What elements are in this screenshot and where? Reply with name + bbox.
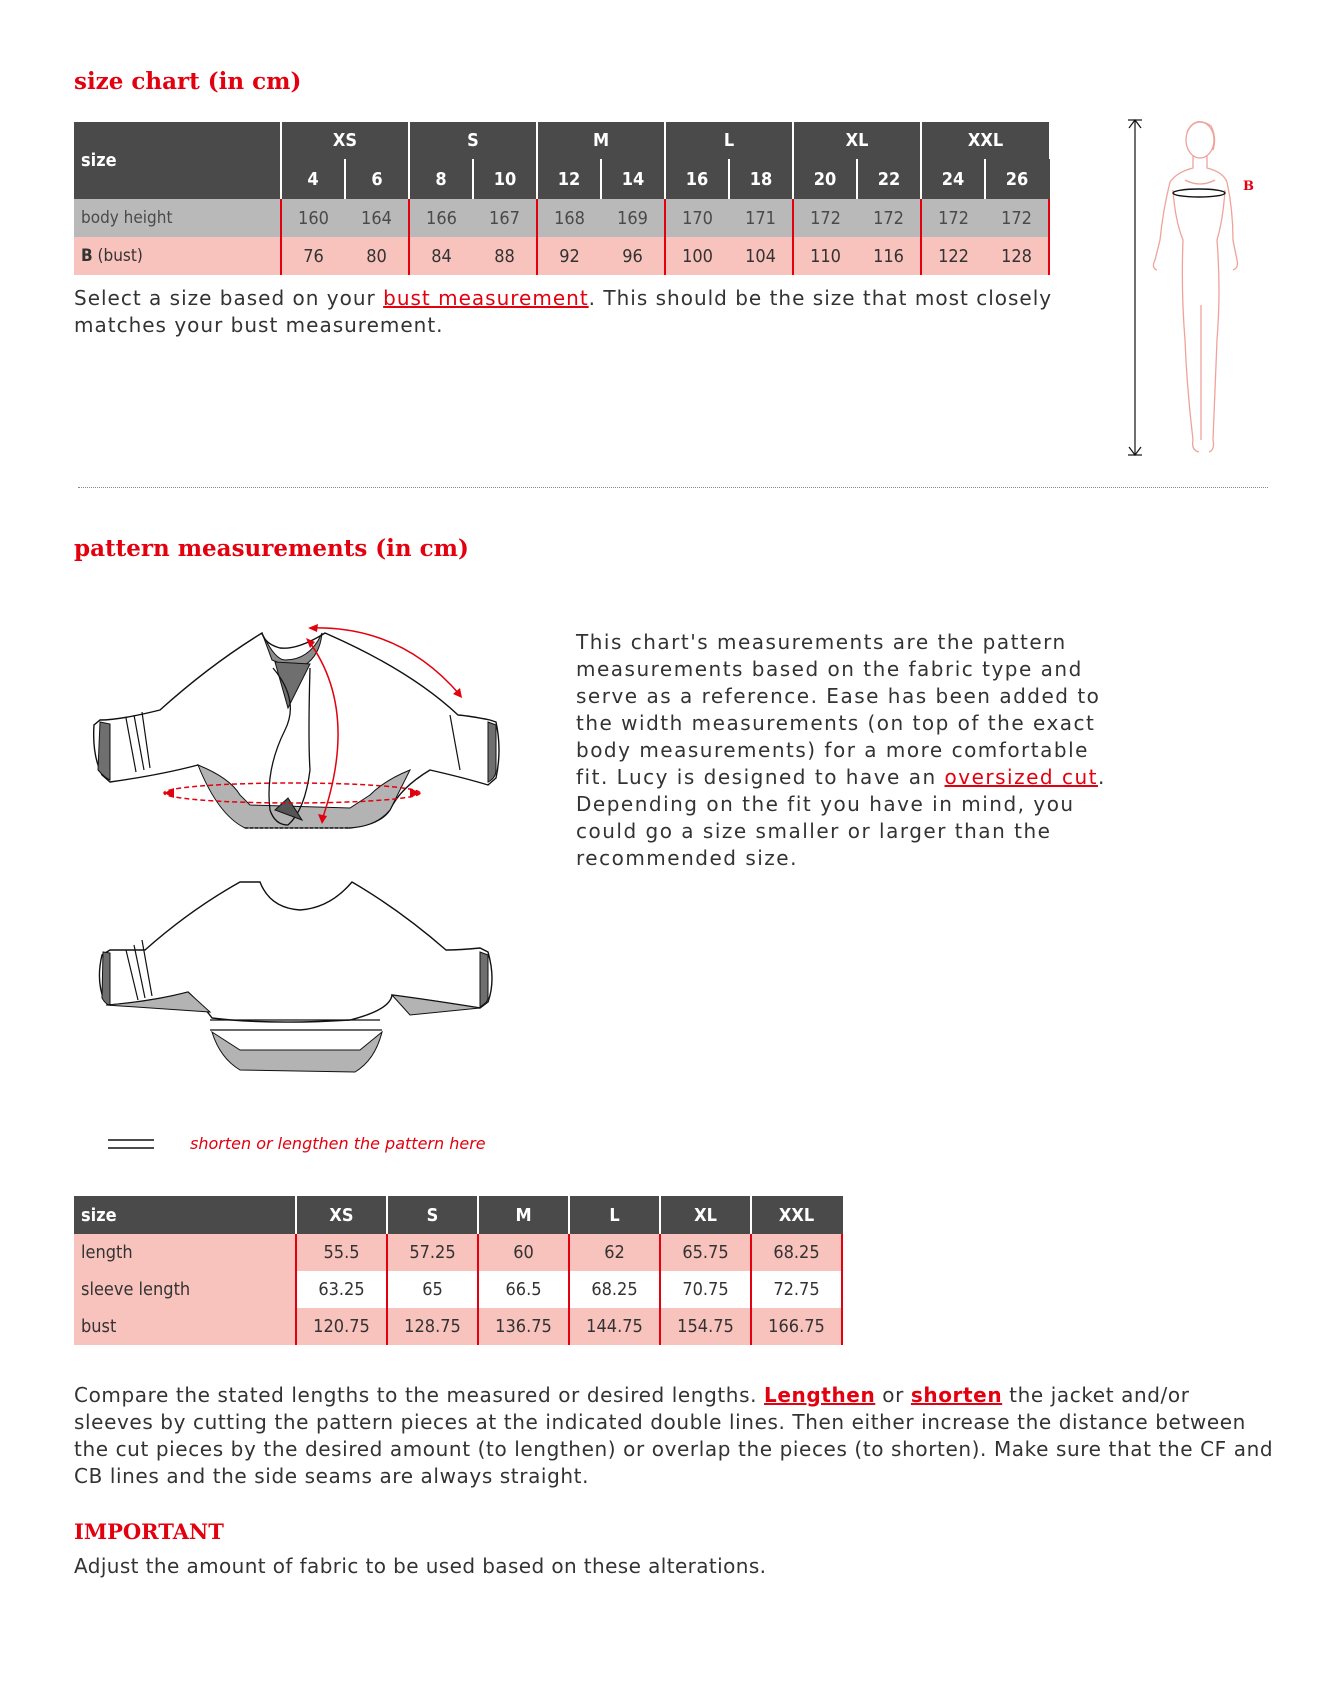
- sleeve-length-cell: 63.25: [296, 1271, 387, 1308]
- shorten-link[interactable]: shorten: [910, 1383, 1003, 1407]
- size-chart-table: [74, 122, 1050, 275]
- size-num: 14: [601, 159, 665, 199]
- bust-cell: 154.75: [660, 1308, 751, 1345]
- legend-text: shorten or lengthen the pattern here: [190, 1134, 486, 1153]
- size-header: size: [74, 122, 281, 199]
- body-height-cell: 172: [857, 199, 921, 237]
- size-num: 26: [985, 159, 1049, 199]
- sleeve-length-cell: 70.75: [660, 1271, 751, 1308]
- body-height-cell: 169: [601, 199, 665, 237]
- bust-cell: 80: [345, 237, 409, 275]
- body-height-cell: 160: [281, 199, 345, 237]
- body-figure: [1115, 110, 1265, 460]
- body-height-cell: 170: [665, 199, 729, 237]
- body-height-cell: 171: [729, 199, 793, 237]
- bust-cell: 84: [409, 237, 473, 275]
- sleeve-length-cell: 66.5: [478, 1271, 569, 1308]
- body-height-cell: 172: [793, 199, 857, 237]
- pattern-size-s: S: [387, 1196, 478, 1234]
- row-label-length: length: [74, 1234, 296, 1271]
- pattern-size-header: size: [74, 1196, 296, 1234]
- row-label-bust: bust: [74, 1308, 296, 1345]
- size-num: 10: [473, 159, 537, 199]
- size-chart-title: size chart (in cm): [74, 68, 302, 95]
- group-s: S: [409, 122, 537, 159]
- bust-cell: 92: [537, 237, 601, 275]
- group-xl: XL: [793, 122, 921, 159]
- size-num: 22: [857, 159, 921, 199]
- bust-cell: 88: [473, 237, 537, 275]
- lengthen-link[interactable]: Lengthen: [764, 1383, 876, 1407]
- oversized-cut-link[interactable]: oversized cut: [944, 765, 1098, 789]
- bust-cell: 96: [601, 237, 665, 275]
- section-divider: [78, 487, 1268, 488]
- compare-pre: Compare the stated lengths to the measured or desired lengths.: [74, 1383, 765, 1407]
- sleeve-length-cell: 68.25: [569, 1271, 660, 1308]
- size-num: 16: [665, 159, 729, 199]
- bust-cell: 144.75: [569, 1308, 660, 1345]
- sleeve-length-cell: 65: [387, 1271, 478, 1308]
- bust-measurement-link[interactable]: bust measurement: [383, 286, 589, 310]
- size-num: 12: [537, 159, 601, 199]
- bust-cell: 116: [857, 237, 921, 275]
- bust-cell: 122: [921, 237, 985, 275]
- pattern-size-xl: XL: [660, 1196, 751, 1234]
- body-height-cell: 166: [409, 199, 473, 237]
- pattern-description: [576, 629, 1116, 872]
- group-xs: XS: [281, 122, 409, 159]
- bust-letter: B: [81, 246, 93, 266]
- pattern-size-xxl: XXL: [751, 1196, 842, 1234]
- group-xxl: XXL: [921, 122, 1049, 159]
- size-note: [74, 285, 1064, 339]
- length-cell: 65.75: [660, 1234, 751, 1271]
- size-num: 6: [345, 159, 409, 199]
- bust-cell: 166.75: [751, 1308, 842, 1345]
- bust-cell: 128: [985, 237, 1049, 275]
- length-cell: 60: [478, 1234, 569, 1271]
- size-num: 20: [793, 159, 857, 199]
- body-height-cell: 164: [345, 199, 409, 237]
- pattern-size-l: L: [569, 1196, 660, 1234]
- group-m: M: [537, 122, 665, 159]
- desc-pre: This chart's measurements are the pattern measurements based on the fabric type and serve as a reference. Ease has been added to the width measurements (on top of the exact body measurements) for a more comfortable fit. Lucy is designed to have an: [576, 630, 1101, 789]
- bust-cell: 104: [729, 237, 793, 275]
- length-cell: 62: [569, 1234, 660, 1271]
- compare-mid: or: [875, 1383, 911, 1407]
- size-note-post: . This should be the size that most closely matches your bust measurement.: [74, 286, 1053, 337]
- bust-cell: 128.75: [387, 1308, 478, 1345]
- pattern-title: pattern measurements (in cm): [74, 535, 469, 562]
- garment-illustration: [70, 620, 540, 1160]
- sleeve-length-cell: 72.75: [751, 1271, 842, 1308]
- size-num: 8: [409, 159, 473, 199]
- size-num: 24: [921, 159, 985, 199]
- bust-cell: 110: [793, 237, 857, 275]
- bust-cell: 120.75: [296, 1308, 387, 1345]
- size-num: 18: [729, 159, 793, 199]
- body-height-cell: 168: [537, 199, 601, 237]
- size-num: 4: [281, 159, 345, 199]
- desc-post: . Depending on the fit you have in mind, you could go a size smaller or larger than the recommended size.: [576, 765, 1106, 870]
- bust-cell: 136.75: [478, 1308, 569, 1345]
- figure-bust-label: B: [1243, 179, 1254, 194]
- length-cell: 57.25: [387, 1234, 478, 1271]
- row-label-bust: [74, 237, 281, 275]
- pattern-size-m: M: [478, 1196, 569, 1234]
- row-label-sleeve-length: sleeve length: [74, 1271, 296, 1308]
- important-text: Adjust the amount of fabric to be used based on these alterations.: [74, 1554, 767, 1578]
- compare-paragraph: [74, 1382, 1274, 1490]
- size-note-pre: Select a size based on your: [74, 286, 384, 310]
- length-cell: 55.5: [296, 1234, 387, 1271]
- length-cell: 68.25: [751, 1234, 842, 1271]
- row-label-body-height: body height: [74, 199, 281, 237]
- pattern-size-xs: XS: [296, 1196, 387, 1234]
- compare-post: the jacket and/or sleeves by cutting the pattern pieces at the indicated double lines. Then either increase the distance between the cut pieces by the desired amount (to lengthen) or overlap the pieces (to shorten). Make sure that the CF and CB lines and the side seams are always straight.: [74, 1383, 1274, 1488]
- pattern-table: [74, 1196, 843, 1345]
- body-height-cell: 167: [473, 199, 537, 237]
- body-height-cell: 172: [921, 199, 985, 237]
- bust-cell: 100: [665, 237, 729, 275]
- bust-cell: 76: [281, 237, 345, 275]
- body-height-cell: 172: [985, 199, 1049, 237]
- important-title: IMPORTANT: [74, 1519, 224, 1544]
- group-l: L: [665, 122, 793, 159]
- bust-suffix: (bust): [92, 246, 143, 266]
